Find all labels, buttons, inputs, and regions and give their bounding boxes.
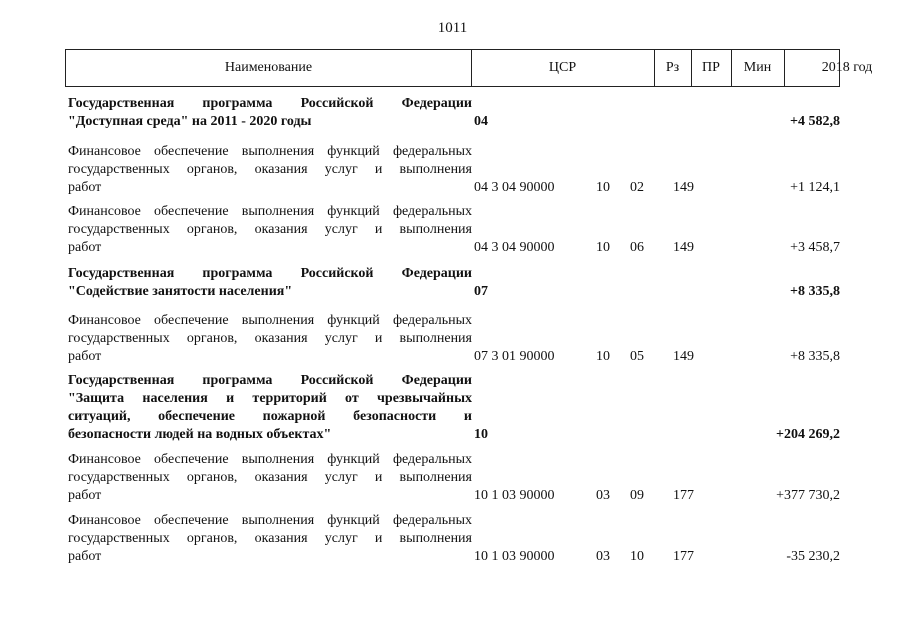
header-year: 2018 год	[821, 60, 873, 75]
row-csr: 07	[474, 284, 488, 299]
row-name-line: "Содействие занятости населения"	[68, 284, 293, 299]
row-name-line: Финансовое обеспечение выполнения функций федеральных	[68, 204, 472, 219]
row-name-line: Финансовое обеспечение выполнения функций федеральных	[68, 452, 472, 467]
row-min: 149	[673, 349, 694, 364]
row-amount: +377 730,2	[776, 488, 840, 503]
table-header	[65, 49, 873, 87]
row-name-line: работ	[68, 549, 102, 564]
header-csr: ЦСР	[548, 60, 577, 75]
row-pr: 06	[630, 240, 644, 255]
row-csr: 10 1 03 90000	[474, 549, 555, 564]
row-name-line: ситуаций, обеспечение пожарной безопасности и	[68, 409, 472, 424]
row-name-line: работ	[68, 240, 102, 255]
row-pr: 05	[630, 349, 644, 364]
row-name-line: безопасности людей на водных объектах"	[68, 427, 332, 442]
row-name-line: работ	[68, 349, 102, 364]
row-csr: 04	[474, 114, 488, 129]
row-name-line: государственных органов, оказания услуг и выполнения	[68, 531, 472, 546]
row-rz: 10	[596, 180, 610, 195]
row-csr: 04 3 04 90000	[474, 240, 555, 255]
row-min: 149	[673, 240, 694, 255]
row-csr: 10	[474, 427, 488, 442]
row-name-line: государственных органов, оказания услуг и выполнения	[68, 162, 472, 177]
row-rz: 10	[596, 240, 610, 255]
header-pr: ПР	[702, 60, 720, 75]
row-name-line: Финансовое обеспечение выполнения функций федеральных	[68, 513, 472, 528]
row-name	[68, 203, 472, 257]
row-amount: +1 124,1	[790, 180, 840, 195]
page-number: 1011	[437, 20, 468, 36]
row-rz: 03	[596, 488, 610, 503]
row-amount: +3 458,7	[790, 240, 840, 255]
row-min: 149	[673, 180, 694, 195]
row-csr: 04 3 04 90000	[474, 180, 555, 195]
row-min: 177	[673, 488, 694, 503]
row-name-line: "Доступная среда" на 2011 - 2020 годы	[68, 114, 312, 129]
row-name	[68, 143, 472, 197]
row-name-line: "Защита населения и территорий от чрезвычайных	[68, 391, 472, 406]
row-amount: +8 335,8	[790, 284, 840, 299]
row-name	[68, 95, 472, 131]
row-name-line: Государственная программа Российской Федерации	[68, 96, 472, 111]
row-csr: 07 3 01 90000	[474, 349, 555, 364]
row-name	[68, 265, 472, 301]
row-name-line: государственных органов, оказания услуг и выполнения	[68, 470, 472, 485]
header-rz: Рз	[665, 60, 680, 75]
row-name-line: работ	[68, 180, 102, 195]
row-name	[68, 312, 472, 366]
header-min: Мин	[743, 60, 772, 75]
header-name: Наименование	[224, 60, 313, 75]
row-name-line: Финансовое обеспечение выполнения функций федеральных	[68, 144, 472, 159]
row-name	[68, 512, 472, 566]
row-name-line: государственных органов, оказания услуг и выполнения	[68, 331, 472, 346]
row-name	[68, 372, 472, 444]
row-name-line: Финансовое обеспечение выполнения функций федеральных	[68, 313, 472, 328]
row-amount: -35 230,2	[786, 549, 840, 564]
row-pr: 02	[630, 180, 644, 195]
row-amount: +8 335,8	[790, 349, 840, 364]
row-pr: 09	[630, 488, 644, 503]
row-pr: 10	[630, 549, 644, 564]
row-amount: +204 269,2	[776, 427, 840, 442]
row-amount: +4 582,8	[790, 114, 840, 129]
row-min: 177	[673, 549, 694, 564]
row-name-line: работ	[68, 488, 102, 503]
row-csr: 10 1 03 90000	[474, 488, 555, 503]
row-name	[68, 451, 472, 505]
row-name-line: Государственная программа Российской Федерации	[68, 373, 472, 388]
row-name-line: Государственная программа Российской Федерации	[68, 266, 472, 281]
row-rz: 03	[596, 549, 610, 564]
row-rz: 10	[596, 349, 610, 364]
row-name-line: государственных органов, оказания услуг и выполнения	[68, 222, 472, 237]
